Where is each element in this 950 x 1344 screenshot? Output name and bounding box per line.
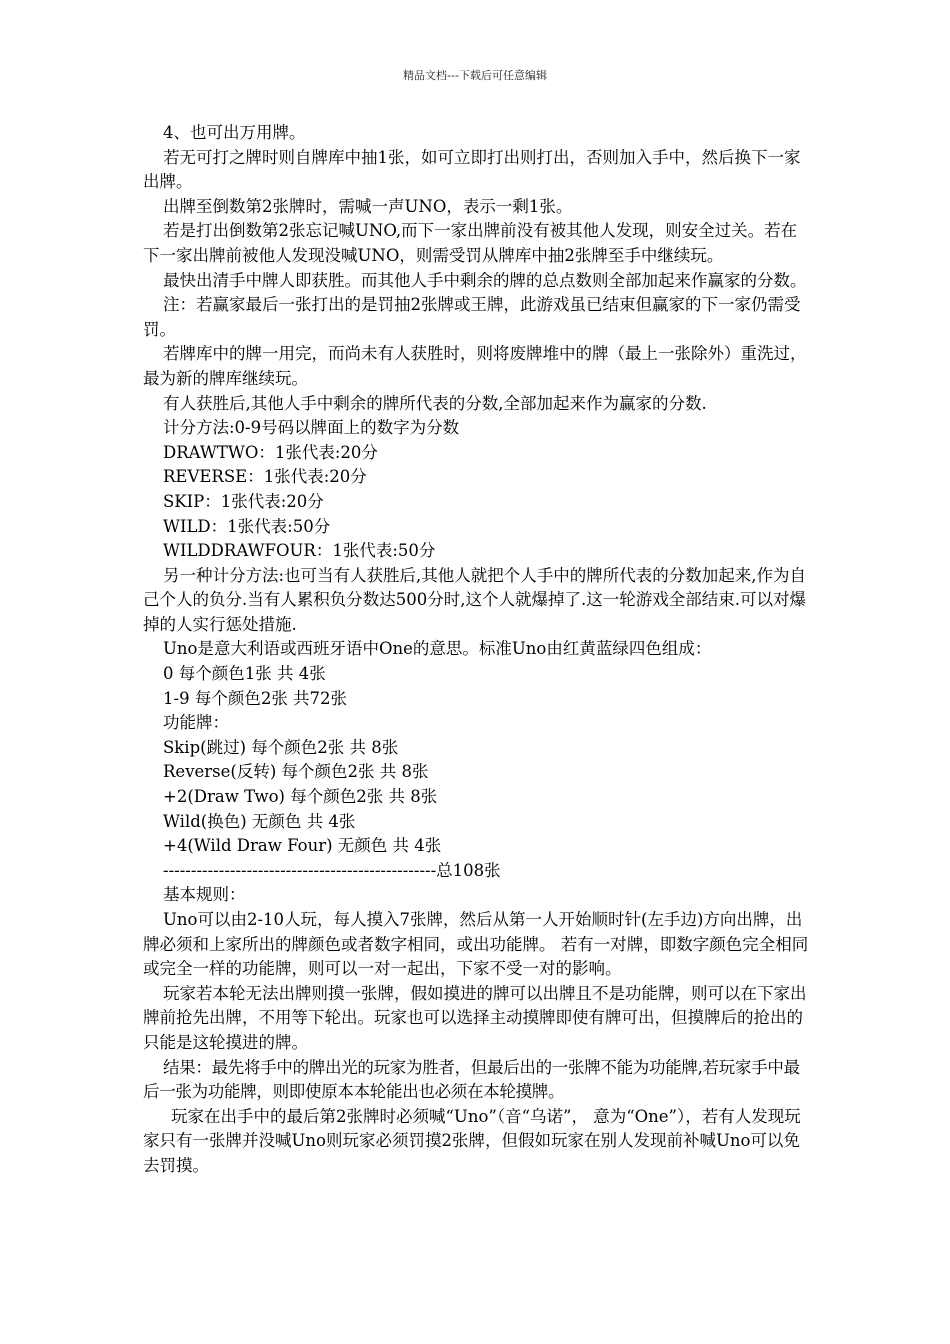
page-header: 精品文档---下载后可任意编辑 — [403, 69, 547, 82]
paragraph: 若无可打之牌时则自牌库中抽1张，如可立即打出则打出，否则加入手中，然后换下一家出牌。 — [143, 147, 801, 192]
paragraph: 有人获胜后,其他人手中剩余的牌所代表的分数,全部加起来作为赢家的分数. — [163, 393, 707, 413]
score-line: SKIP：1张代表:20分 — [163, 491, 324, 511]
paragraph: 出牌至倒数第2张牌时，需喊一声UNO，表示一剩1张。 — [163, 196, 573, 216]
paragraph: 若是打出倒数第2张忘记喊UNO,而下一家出牌前没有被其他人发现，则安全过关。若在下一家出牌前被他人发现没喊UNO，则需受罚从牌库中抽2张牌至手中继续玩。 — [143, 221, 798, 265]
paragraph: 最快出清手中牌人即获胜。而其他人手中剩余的牌的总点数则全部加起来作赢家的分数。 — [163, 270, 807, 290]
paragraph: Uno是意大利语或西班牙语中One的意思。标准Uno由红黄蓝绿四色组成： — [163, 639, 712, 659]
score-line: DRAWTWO：1张代表:20分 — [163, 442, 378, 462]
paragraph: 另一种计分方法:也可当有人获胜后,其他人就把个人手中的牌所代表的分数加起来,作为自己个人的负分.当有人累积负分数达500分时,这个人就爆掉了.这一轮游戏全部结束.可以对爆掉的人实行惩处措施. — [143, 565, 807, 634]
paragraph: 玩家在出手中的最后第2张牌时必须喊“Uno”（音“乌诺”， 意为“One”），若有人发现玩家只有一张牌并没喊Uno则玩家必须罚摸2张牌，但假如玩家在别人发现前补喊Uno可以免去罚摸。 — [143, 1106, 801, 1175]
card-count-line: +4(Wild Draw Four) 无颜色 共 4张 — [163, 836, 442, 856]
score-line: WILD：1张代表:50分 — [163, 516, 331, 536]
section-label: 基本规则： — [163, 885, 246, 905]
section-label: 功能牌： — [163, 713, 229, 733]
paragraph: 4、也可出万用牌。 — [163, 123, 306, 142]
total-line: -------------------------------------------------总108张 — [163, 860, 501, 880]
card-count-line: Wild(换色) 无颜色 共 4张 — [163, 811, 356, 831]
paragraph: 玩家若本轮无法出牌则摸一张牌，假如摸进的牌可以出牌且不是功能牌，则可以在下家出牌前抢先出牌，不用等下轮出。玩家也可以选择主动摸牌即使有牌可出，但摸牌后的抢出的只能是这轮摸进的牌。 — [143, 983, 807, 1052]
paragraph: 若牌库中的牌一用完，而尚未有人获胜时，则将废牌堆中的牌（最上一张除外）重洗过，最为新的牌库继续玩。 — [143, 344, 807, 388]
card-count-line: 0 每个颜色1张 共 4张 — [163, 664, 326, 684]
score-line: WILDDRAWFOUR：1张代表:50分 — [163, 541, 436, 561]
card-count-line: Skip(跳过) 每个颜色2张 共 8张 — [163, 737, 399, 757]
document-body — [143, 121, 813, 1179]
paragraph: Uno可以由2-10人玩，每人摸入7张牌，然后从第一人开始顺时针(左手边)方向出牌，出牌必须和上家所出的牌颜色或者数字相同，或出功能牌。 若有一对牌，即数字颜色完全相同或完全一样的功能牌，则可以一对一起出，下家不受一对的影响。 — [143, 910, 809, 979]
paragraph: 注：若赢家最后一张打出的是罚抽2张牌或王牌，此游戏虽已结束但赢家的下一家仍需受罚。 — [143, 295, 801, 339]
scoring-method-line: 计分方法:0-9号码以牌面上的数字为分数 — [163, 418, 460, 438]
score-line: REVERSE：1张代表:20分 — [163, 467, 367, 487]
card-count-line: 1-9 每个颜色2张 共72张 — [163, 688, 348, 708]
card-count-line: +2(Draw Two) 每个颜色2张 共 8张 — [163, 787, 438, 807]
card-count-line: Reverse(反转) 每个颜色2张 共 8张 — [163, 762, 429, 782]
paragraph: 结果：最先将手中的牌出光的玩家为胜者，但最后出的一张牌不能为功能牌,若玩家手中最后一张为功能牌，则即使原本本轮能出也必须在本轮摸牌。 — [143, 1057, 800, 1102]
